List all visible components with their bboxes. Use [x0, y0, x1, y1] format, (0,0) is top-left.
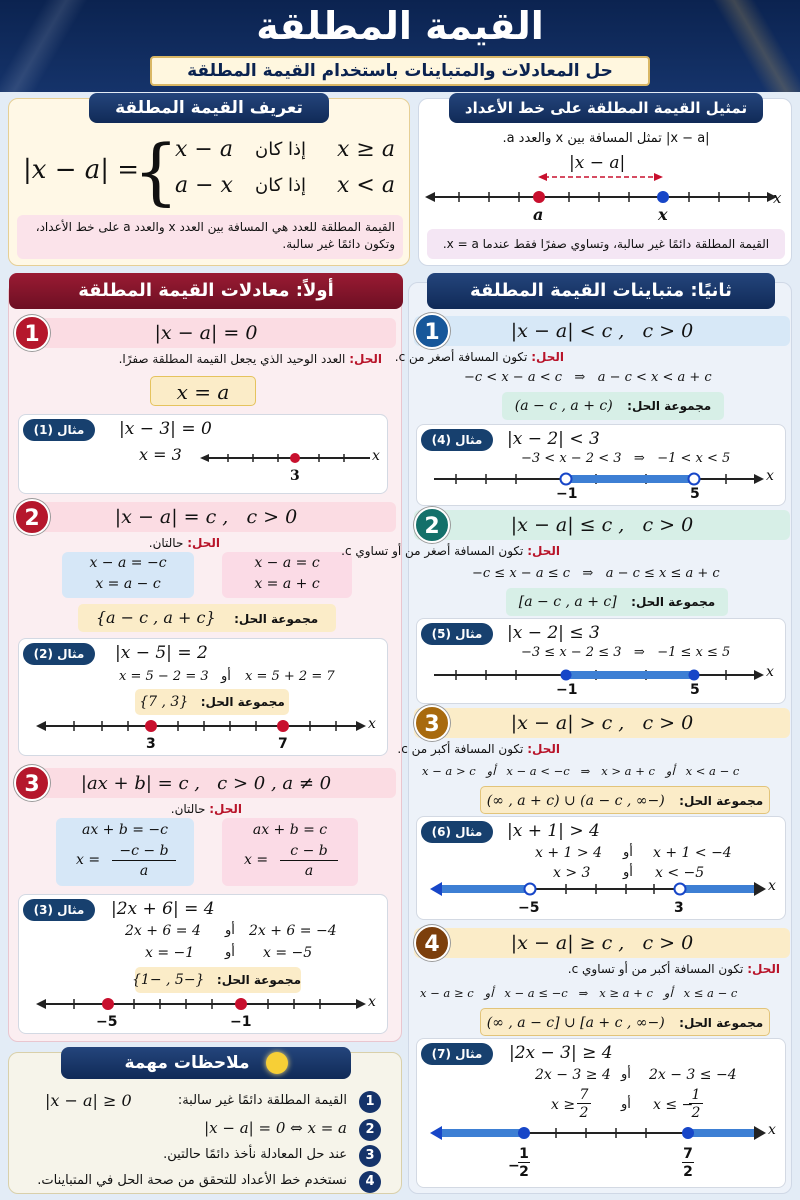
eq-case2-solution: [149, 536, 220, 550]
example-5-work: −3 ≤ x − 2 ≤ 3 ⇒ −1 ≤ x ≤ 5: [521, 645, 731, 660]
example-7-row1-right: 2x − 3 ≤ −4: [649, 1067, 737, 1083]
example-3-point-neg5: [102, 998, 114, 1010]
example-7-row2-right-den: 2: [691, 1105, 701, 1121]
example-7-shaded-right: [688, 1129, 756, 1137]
number-line-rep-caption: |x − a| تمثل المسافة بين x والعدد a.: [502, 131, 710, 146]
example-1-axis: x: [372, 448, 380, 464]
note-4-text: نستخدم خط الأعداد للتحقق من صحة الحل في المتباينات.: [37, 1173, 347, 1188]
eq-case3-right-box: [222, 818, 358, 886]
ineq-case2-solution-label: الحل:: [527, 544, 560, 558]
case1-cond-word: إذا كان: [255, 139, 307, 160]
example-1-step: x = 3: [139, 445, 182, 464]
eq-case3-left-num: −c − b: [112, 842, 176, 861]
example-7-problem: |2x − 3| ≥ 4: [509, 1043, 613, 1063]
example-3-set-label: مجموعة الحل:: [216, 973, 301, 987]
ineq-case2-inequality: |x − a| ≤ c , c > 0: [510, 514, 694, 536]
example-6-tick-3: 3: [674, 900, 684, 916]
definition-box: [8, 98, 410, 266]
definition-heading: تعريف القيمة المطلقة: [89, 93, 329, 123]
ineq-case2-work: −c ≤ x − a ≤ c ⇒ a − c ≤ x ≤ a + c: [472, 566, 720, 581]
number-line-rep-svg: [419, 171, 793, 227]
example-3-row1-right: 2x + 6 = −4: [249, 923, 337, 939]
ineq-case3-set: (−∞ , a − c) ∪ (a + c , ∞): [486, 793, 665, 809]
note-2-number: 2: [359, 1119, 381, 1141]
example-2-tick-3: 3: [146, 736, 156, 752]
example-5-numberline: [426, 666, 772, 688]
ineq-case3-set-label: مجموعة الحل:: [679, 794, 764, 808]
header-banner: [0, 0, 800, 92]
example-3-numberline: [34, 994, 374, 1018]
ineq-case4-number: 4: [414, 925, 450, 961]
page-subtitle: حل المعادلات والمتباينات باستخدام القيمة المطلقة: [150, 56, 650, 86]
ineq-case4-solution: [568, 962, 780, 976]
example-4-tag: مثال (4): [421, 429, 493, 451]
example-3-tick-neg1: −1: [230, 1014, 252, 1030]
example-3-tick-neg5: −5: [96, 1014, 118, 1030]
eq-case2-set: {a − c , a + c}: [95, 608, 216, 627]
ineq-case3-work: x − a > c أو x − a < −c ⇒ x > a + c أو x < a − c: [422, 764, 740, 778]
example-2-problem: |x − 5| = 2: [115, 643, 208, 663]
eq-case2-right-line2: x = a + c: [254, 576, 320, 592]
eq-case3-solution: [171, 802, 242, 816]
example-4-tick-5: 5: [690, 486, 700, 502]
eq-case2-left-line1: x − a = −c: [89, 555, 167, 571]
ineq-case4-set: (−∞ , a − c] ∪ [a + c , ∞): [486, 1015, 665, 1031]
eq-case2-left-box: [62, 552, 194, 598]
example-6-row1-right: x + 1 < −4: [653, 845, 732, 861]
example-4-open-point-neg1: [561, 474, 572, 485]
example-5-shaded-interval: [566, 671, 694, 679]
example-3-problem: |2x + 6| = 4: [111, 899, 215, 919]
example-2-set-pill: [135, 689, 289, 715]
example-2-tick-7: 7: [278, 736, 288, 752]
example-3-axis: x: [368, 994, 376, 1010]
example-7-tick1-num: 1: [519, 1146, 529, 1162]
page-title: القيمة المطلقة: [256, 4, 544, 48]
inequalities-heading: ثانيًا: متباينات القيمة المطلقة: [427, 273, 775, 309]
number-line-rep-box: [418, 98, 792, 266]
eq-case2-right-line1: x − a = c: [254, 555, 320, 571]
example-2-step-right: x = 5 + 2 = 7: [245, 669, 335, 684]
eq-case3-right-num: c − b: [280, 842, 338, 861]
ineq-case3-solution-label: الحل:: [527, 742, 560, 756]
example-7-tick1-sign: −: [508, 1158, 520, 1174]
example-7-closed-point-neg-half: [518, 1127, 530, 1139]
example-7-shaded-left: [440, 1129, 524, 1137]
example-7-or1: أو: [621, 1067, 631, 1082]
example-6-problem: |x + 1| > 4: [507, 821, 600, 841]
example-4-work: −3 < x − 2 < 3 ⇒ −1 < x < 5: [521, 451, 731, 466]
eq-case2-left-line2: x = a − c: [95, 576, 161, 592]
notes-heading-text: ملاحظات مهمة: [124, 1053, 250, 1073]
ineq-case1-band: [414, 316, 790, 346]
example-3-set: {−5 , −1}: [131, 972, 205, 988]
ineq-case1-set: (a − c , a + c): [514, 398, 613, 414]
example-5-tick-5: 5: [690, 682, 700, 698]
eq-case1-solution: [119, 352, 382, 366]
eq-case2-solution-label: الحل:: [187, 536, 220, 550]
example-5-closed-point-neg1: [561, 670, 572, 681]
eq-case1-band: [16, 318, 396, 348]
number-line-rep-heading: تمثيل القيمة المطلقة على خط الأعداد: [449, 93, 763, 123]
example-7-row1-left: 2x − 3 ≥ 4: [535, 1067, 611, 1083]
example-1-tick: 3: [290, 468, 300, 484]
example-5-axis: x: [766, 664, 774, 680]
eq-case1-number: 1: [14, 315, 50, 351]
lightbulb-icon: [266, 1052, 288, 1074]
example-3-row2-left: x = −1: [145, 945, 195, 961]
example-7-closed-point-seven-halves: [682, 1127, 694, 1139]
example-6-numberline: [426, 880, 772, 902]
example-1-point: [290, 453, 300, 463]
eq-case3-right-line1: ax + b = c: [252, 822, 328, 838]
example-3-or2: أو: [225, 945, 235, 960]
ineq-case1-number: 1: [414, 313, 450, 349]
definition-note: القيمة المطلقة للعدد هي المسافة بين العدد x والعدد a على خط الأعداد، وتكون دائمًا غير سالبة.: [17, 215, 403, 259]
example-2-tag: مثال (2): [23, 643, 95, 665]
example-6-shaded-left: [440, 885, 528, 893]
example-4-card: [416, 424, 786, 506]
ineq-case1-set-pill: [502, 392, 724, 420]
example-5-closed-point-5: [689, 670, 700, 681]
ineq-case2-number: 2: [414, 507, 450, 543]
example-3-row1-left: 2x + 6 = 4: [125, 923, 201, 939]
example-7-row2-left: x ≥: [551, 1097, 576, 1113]
number-line-rep-note: القيمة المطلقة دائمًا غير سالبة، وتساوي صفرًا فقط عندما x = a.: [427, 229, 785, 259]
definition-lhs: |x − a| =: [23, 155, 140, 185]
example-4-open-point-5: [689, 474, 700, 485]
example-6-row2-right: x < −5: [655, 865, 705, 881]
example-6-or1: أو: [623, 845, 633, 860]
example-4-tick-neg1: −1: [556, 486, 578, 502]
example-4-problem: |x − 2| < 3: [507, 429, 600, 449]
notes-box: [8, 1052, 402, 1194]
example-3-point-neg1: [235, 998, 247, 1010]
example-3-row2-right: x = −5: [263, 945, 313, 961]
eq-case2-set-pill: [78, 604, 336, 632]
example-4-numberline: [426, 470, 772, 492]
ineq-case1-inequality: |x − a| < c , c > 0: [510, 320, 694, 342]
case1-cond: x ≥ a: [337, 137, 395, 162]
example-7-row2-left-num: 7: [577, 1087, 591, 1104]
example-7-tick2-den: 2: [683, 1164, 693, 1180]
ineq-case3-number: 3: [414, 705, 450, 741]
eq-case2-band: [16, 502, 396, 532]
case1-expr: x − a: [175, 137, 233, 162]
example-7-card: [416, 1038, 786, 1188]
eq-case3-right-x: x =: [244, 852, 269, 868]
ineq-case2-set-pill: [506, 588, 728, 616]
eq-case2-right-box: [222, 552, 352, 598]
eq-case3-right-den: a: [304, 863, 314, 879]
ineq-case4-work: x − a ≥ c أو x − a ≤ −c ⇒ x ≥ a + c أو x ≤ a − c: [420, 986, 738, 1000]
example-7-tick1-den: 2: [519, 1164, 529, 1180]
ineq-case2-solution-text: تكون المسافة أصغر من أو تساوي c.: [341, 544, 524, 558]
example-5-tag: مثال (5): [421, 623, 493, 645]
equations-heading: أولاً: معادلات القيمة المطلقة: [9, 273, 403, 309]
eq-case1-solution-text: العدد الوحيد الذي يجعل القيمة المطلقة صفرًا.: [118, 352, 346, 366]
example-1-tag: مثال (1): [23, 419, 95, 441]
eq-case3-number: 3: [14, 765, 50, 801]
example-7-tick2-num: 7: [683, 1146, 693, 1162]
note-2-math: |x − a| = 0 ⇔ x = a: [204, 1119, 347, 1137]
example-2-point-3: [145, 720, 157, 732]
case2-cond: x < a: [337, 173, 395, 198]
example-7-numberline: [426, 1124, 772, 1146]
point-x-dot: [657, 191, 669, 203]
ineq-case3-set-pill: [480, 786, 770, 814]
eq-case3-left-x: x =: [76, 852, 101, 868]
rep-axis-label: x: [773, 189, 782, 207]
eq-case2-equation: |x − a| = c , c > 0: [114, 506, 298, 528]
note-item-3: [21, 1145, 381, 1167]
example-2-numberline: [34, 716, 374, 740]
ineq-case1-solution-text: تكون المسافة أصغر من c.: [394, 350, 528, 364]
point-a-label: a: [533, 205, 544, 224]
note-1-math: |x − a| ≥ 0: [45, 1091, 132, 1110]
ineq-case3-solution: [397, 742, 560, 756]
example-7-or2: أو: [621, 1097, 631, 1112]
example-2-set-label: مجموعة الحل:: [200, 695, 285, 709]
example-7-tag: مثال (7): [421, 1043, 493, 1065]
example-6-row1-left: x + 1 > 4: [535, 845, 602, 861]
example-2-step-left: x = 5 − 2 = 3: [119, 669, 209, 684]
ineq-case2-band: [414, 510, 790, 540]
eq-case3-solution-text: حالتان.: [170, 802, 206, 816]
ineq-case3-solution-text: تكون المسافة أكبر من c.: [397, 742, 524, 756]
example-7-row2-right-num: 1: [689, 1087, 703, 1104]
example-7-row2-left-den: 2: [579, 1105, 589, 1121]
note-item-1: [21, 1091, 381, 1113]
note-1-number: 1: [359, 1091, 381, 1113]
example-2-point-7: [277, 720, 289, 732]
example-7-axis: x: [768, 1122, 776, 1138]
example-4-shaded-interval: [566, 475, 694, 483]
note-item-4: [21, 1171, 381, 1193]
case2-expr: a − x: [175, 173, 233, 198]
example-3-tag: مثال (3): [23, 899, 95, 921]
example-6-or2: أو: [623, 865, 633, 880]
note-4-number: 4: [359, 1171, 381, 1193]
note-3-text: عند حل المعادلة نأخذ دائمًا حالتين.: [163, 1147, 347, 1162]
eq-case1-result: x = a: [150, 376, 256, 406]
ineq-case2-set-label: مجموعة الحل:: [631, 595, 716, 609]
eq-case3-left-line1: ax + b = −c: [81, 822, 169, 838]
example-3-set-pill: [131, 967, 301, 993]
example-2-or: أو: [221, 669, 231, 684]
example-6-row2-left: x > 3: [553, 865, 591, 881]
eq-case3-left-den: a: [139, 863, 149, 879]
definition-brace: {: [133, 129, 179, 213]
eq-case3-equation: |ax + b| = c , c > 0 , a ≠ 0: [80, 773, 332, 794]
ineq-case1-work: −c < x − a < c ⇒ a − c < x < a + c: [464, 370, 712, 385]
ineq-case1-solution: [395, 350, 564, 364]
ineq-case4-band: [414, 928, 790, 958]
example-6-axis: x: [768, 878, 776, 894]
eq-case3-solution-label: الحل:: [209, 802, 242, 816]
point-a-dot: [533, 191, 545, 203]
eq-case2-solution-text: حالتان.: [148, 536, 184, 550]
example-5-card: [416, 618, 786, 704]
eq-case3-left-box: [56, 818, 194, 886]
note-1-text: القيمة المطلقة دائمًا غير سالبة:: [177, 1093, 347, 1108]
ineq-case3-band: [414, 708, 790, 738]
example-5-problem: |x − 2| ≤ 3: [507, 623, 600, 643]
note-item-2: [21, 1119, 381, 1141]
ineq-case4-set-label: مجموعة الحل:: [679, 1016, 764, 1030]
eq-case1-equation: |x − a| = 0: [154, 322, 258, 344]
ineq-case4-solution-label: الحل:: [747, 962, 780, 976]
example-2-axis: x: [368, 716, 376, 732]
rep-axis-arrow-left: [425, 192, 435, 202]
ineq-case4-set-pill: [480, 1008, 770, 1036]
eq-case3-band: [16, 768, 396, 798]
eq-case2-set-label: مجموعة الحل:: [234, 612, 319, 626]
ineq-case2-set: [a − c , a + c]: [518, 594, 617, 610]
note-3-number: 3: [359, 1145, 381, 1167]
notes-heading: [61, 1047, 351, 1079]
example-6-tag: مثال (6): [421, 821, 493, 843]
example-6-card: [416, 816, 786, 920]
example-6-open-point-3: [675, 884, 686, 895]
ineq-case3-inequality: |x − a| > c , c > 0: [510, 712, 694, 734]
example-6-open-point-neg5: [525, 884, 536, 895]
example-2-set: {3 , 7}: [139, 694, 189, 710]
example-1-problem: |x − 3| = 0: [119, 419, 212, 439]
ineq-case1-set-label: مجموعة الحل:: [627, 399, 712, 413]
ineq-case4-solution-text: تكون المسافة أكبر من أو تساوي c.: [567, 962, 744, 976]
point-x-label: x: [658, 205, 668, 224]
example-5-tick-neg1: −1: [556, 682, 578, 698]
eq-case2-number: 2: [14, 499, 50, 535]
example-3-or1: أو: [225, 923, 235, 938]
case2-cond-word: إذا كان: [255, 175, 307, 196]
example-6-shaded-right: [680, 885, 756, 893]
example-7-row2-right: x ≤ −: [653, 1097, 694, 1113]
distance-label: |x − a|: [569, 153, 626, 173]
ineq-case2-solution: [341, 544, 560, 558]
example-6-tick-neg5: −5: [518, 900, 540, 916]
eq-case1-solution-label: الحل:: [349, 352, 382, 366]
ineq-case4-inequality: |x − a| ≥ c , c > 0: [510, 932, 694, 954]
ineq-case1-solution-label: الحل:: [531, 350, 564, 364]
example-4-axis: x: [766, 468, 774, 484]
